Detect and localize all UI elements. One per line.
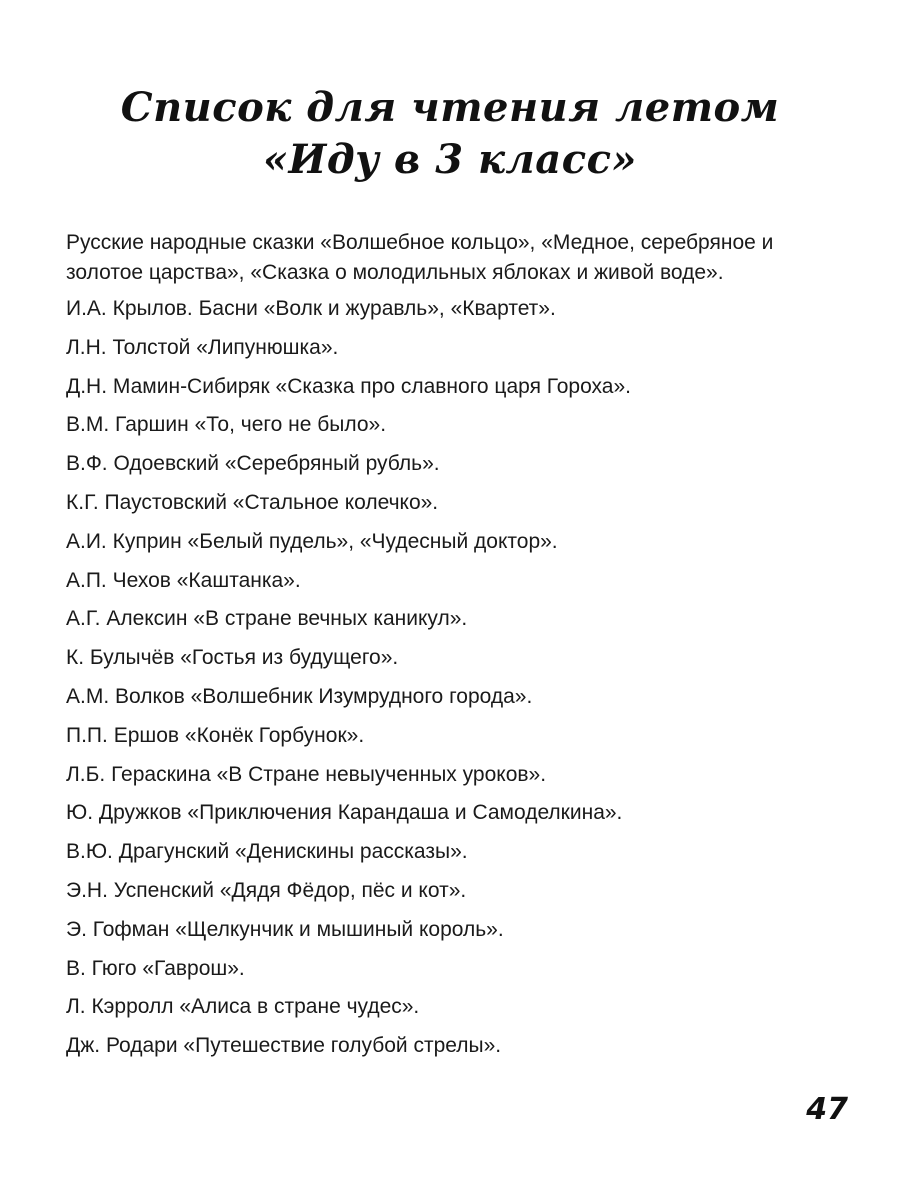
list-item: А.Г. Алексин «В стране вечных каникул». [66, 607, 468, 631]
reading-list [66, 228, 846, 1070]
list-item: Л.Н. Толстой «Липунюшка». [66, 335, 339, 359]
list-item: И.А. Крылов. Басни «Волк и журавль», «Квартет». [66, 297, 556, 320]
list-item: В. Гюго «Гаврош». [66, 956, 245, 980]
title-line-2: «Иду в 3 класс» [263, 136, 637, 183]
list-item: А.М. Волков «Волшебник Изумрудного города». [66, 684, 533, 708]
list-item: Э. Гофман «Щелкунчик и мышиный король». [66, 917, 504, 941]
list-item: А.И. Куприн «Белый пудель», «Чудесный доктор». [66, 529, 558, 553]
list-item: Д.Н. Мамин-Сибиряк «Сказка про славного царя Гороха». [66, 374, 632, 398]
list-item: Ю. Дружков «Приключения Карандаша и Самоделкина». [66, 801, 623, 825]
list-item: Л.Б. Гераскина «В Стране невыученных уроков». [66, 762, 547, 786]
list-item: Русские народные сказки «Волшебное кольцо», «Медное, серебряное и золотое царства», «Сказка о молодильных яблоках и живой воде». [66, 231, 774, 284]
list-item: К.Г. Паустовский «Стальное колечко». [66, 490, 439, 514]
list-item: Л. Кэрролл «Алиса в стране чудес». [66, 995, 420, 1019]
page-title [0, 82, 900, 186]
list-item: А.П. Чехов «Каштанка». [66, 568, 301, 592]
title-line-1: Список для чтения летом [120, 84, 780, 131]
list-item: Дж. Родари «Путешествие голубой стрелы». [66, 1034, 502, 1058]
list-item: В.Ю. Драгунский «Денискины рассказы». [66, 840, 468, 864]
page-number: 47 [806, 1092, 848, 1127]
list-item: П.П. Ершов «Конёк Горбунок». [66, 723, 365, 747]
list-item: В.Ф. Одоевский «Серебряный рубль». [66, 452, 440, 476]
list-item: К. Булычёв «Гостья из будущего». [66, 646, 399, 670]
list-item: В.М. Гаршин «То, чего не было». [66, 413, 387, 437]
list-item: Э.Н. Успенский «Дядя Фёдор, пёс и кот». [66, 878, 467, 902]
